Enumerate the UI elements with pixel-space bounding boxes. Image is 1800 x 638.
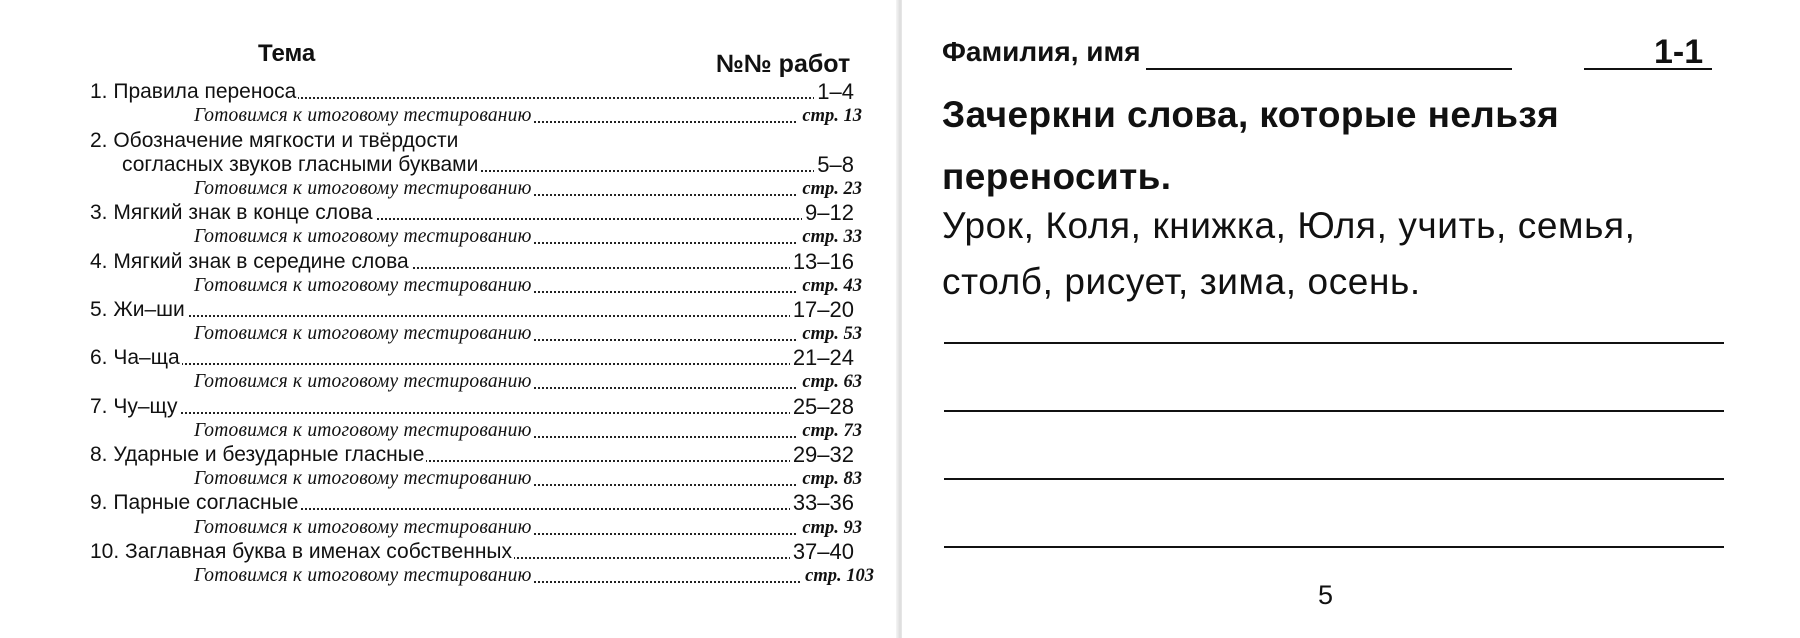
toc-test-page: стр. 103 [801, 564, 874, 588]
toc-test-page: стр. 23 [798, 177, 862, 201]
toc-topic-label: 9. Парные согласные [90, 491, 299, 515]
left-page [0, 0, 898, 638]
toc-topic-label: 1. Правила переноса [90, 80, 297, 104]
answer-write-line[interactable] [944, 546, 1724, 548]
toc-header-work-numbers: №№ работ [716, 50, 851, 78]
toc-test-entry [90, 104, 862, 128]
answer-write-line[interactable] [944, 478, 1724, 480]
toc-test-page: стр. 73 [798, 419, 862, 443]
toc-topic-label: 3. Мягкий знак в конце слова [90, 201, 373, 225]
toc-test-entry [90, 564, 874, 588]
toc-test-label: Готовимся к итоговому тестированию [194, 226, 532, 248]
name-write-line[interactable] [1146, 68, 1512, 70]
toc-test-label: Готовимся к итоговому тестированию [194, 516, 532, 538]
toc-test-page: стр. 63 [798, 370, 862, 394]
leader-dots [90, 363, 850, 365]
toc-test-page: стр. 13 [798, 104, 862, 128]
toc-test-label: Готовимся к итоговому тестированию [194, 564, 532, 586]
leader-dots [90, 315, 850, 317]
toc-test-label: Готовимся к итоговому тестированию [194, 371, 532, 393]
toc-topic-entry [90, 153, 862, 177]
toc-test-label: Готовимся к итоговому тестированию [194, 177, 532, 199]
toc-topic-entry [90, 249, 862, 273]
toc-work-numbers: 5–8 [814, 153, 854, 177]
toc-work-numbers: 1–4 [814, 80, 854, 104]
toc-work-numbers: 13–16 [790, 250, 854, 274]
toc-topic-entry [90, 201, 862, 225]
toc-test-entry [90, 177, 862, 201]
toc-test-label: Готовимся к итоговому тестированию [194, 323, 532, 345]
toc-test-label: Готовимся к итоговому тестированию [194, 274, 532, 296]
page-number: 5 [1318, 580, 1334, 610]
toc-topic-label: 6. Ча–ща [90, 346, 180, 370]
toc-topic-entry [90, 443, 862, 467]
toc-topic-entry [90, 491, 862, 515]
toc-topic-entry [90, 346, 862, 370]
toc-topic-label: согласных звуков гласными буквами [122, 152, 479, 176]
toc-test-entry [90, 515, 862, 539]
name-label: Фамилия, имя [942, 36, 1141, 67]
toc-topic-entry [90, 80, 862, 104]
answer-write-line[interactable] [944, 410, 1724, 412]
toc-topic-entry [90, 540, 862, 564]
toc-test-label: Готовимся к итоговому тестированию [194, 419, 532, 441]
toc-topic-label: 2. Обозначение мягкости и твёрдости [90, 128, 459, 152]
toc-test-entry [90, 419, 862, 443]
toc-test-page: стр. 93 [798, 516, 862, 540]
toc-topic-entry [90, 298, 862, 322]
toc-work-numbers: 9–12 [802, 201, 854, 225]
toc-test-entry [90, 370, 862, 394]
toc-test-page: стр. 33 [798, 225, 862, 249]
toc-topic-label: 5. Жи–ши [90, 297, 185, 321]
toc-test-page: стр. 43 [798, 274, 862, 298]
answer-write-line[interactable] [944, 342, 1724, 344]
toc-topic-label: 4. Мягкий знак в середине слова [90, 249, 409, 273]
toc-topic-label: 10. Заглавная буква в именах собственных [90, 539, 513, 563]
toc-test-page: стр. 53 [798, 322, 862, 346]
toc-test-page: стр. 83 [798, 467, 862, 491]
toc-topic-entry [90, 128, 862, 152]
toc-test-entry [90, 467, 862, 491]
toc-topic-label: 8. Ударные и безударные гласные [90, 443, 425, 466]
toc-topic-entry [90, 394, 862, 418]
toc-work-numbers: 21–24 [790, 346, 854, 370]
task-number: 1-1 [1654, 33, 1704, 71]
exercise-instruction: Зачеркни слова, которые нельзя переносить. [942, 94, 1560, 197]
toc-work-numbers: 17–20 [790, 298, 854, 322]
toc-test-entry [90, 322, 862, 346]
toc-work-numbers: 25–28 [790, 395, 854, 419]
toc-header-topic: Тема [258, 40, 316, 67]
toc-topic-label: 7. Чу–щу [90, 394, 178, 418]
toc-work-numbers: 33–36 [790, 491, 854, 515]
toc-test-label: Готовимся к итоговому тестированию [194, 468, 532, 490]
toc-test-label: Готовимся к итоговому тестированию [194, 105, 532, 127]
toc-test-entry [90, 225, 862, 249]
table-of-contents [90, 79, 874, 588]
toc-work-numbers: 37–40 [790, 540, 854, 564]
leader-dots [90, 412, 850, 414]
right-page [902, 0, 1800, 638]
toc-work-numbers: 29–32 [790, 443, 854, 467]
toc-test-entry [90, 274, 862, 298]
exercise-word-list: Урок, Коля, книжка, Юля, учить, семья, столб, рисует, зима, осень. [942, 205, 1636, 302]
